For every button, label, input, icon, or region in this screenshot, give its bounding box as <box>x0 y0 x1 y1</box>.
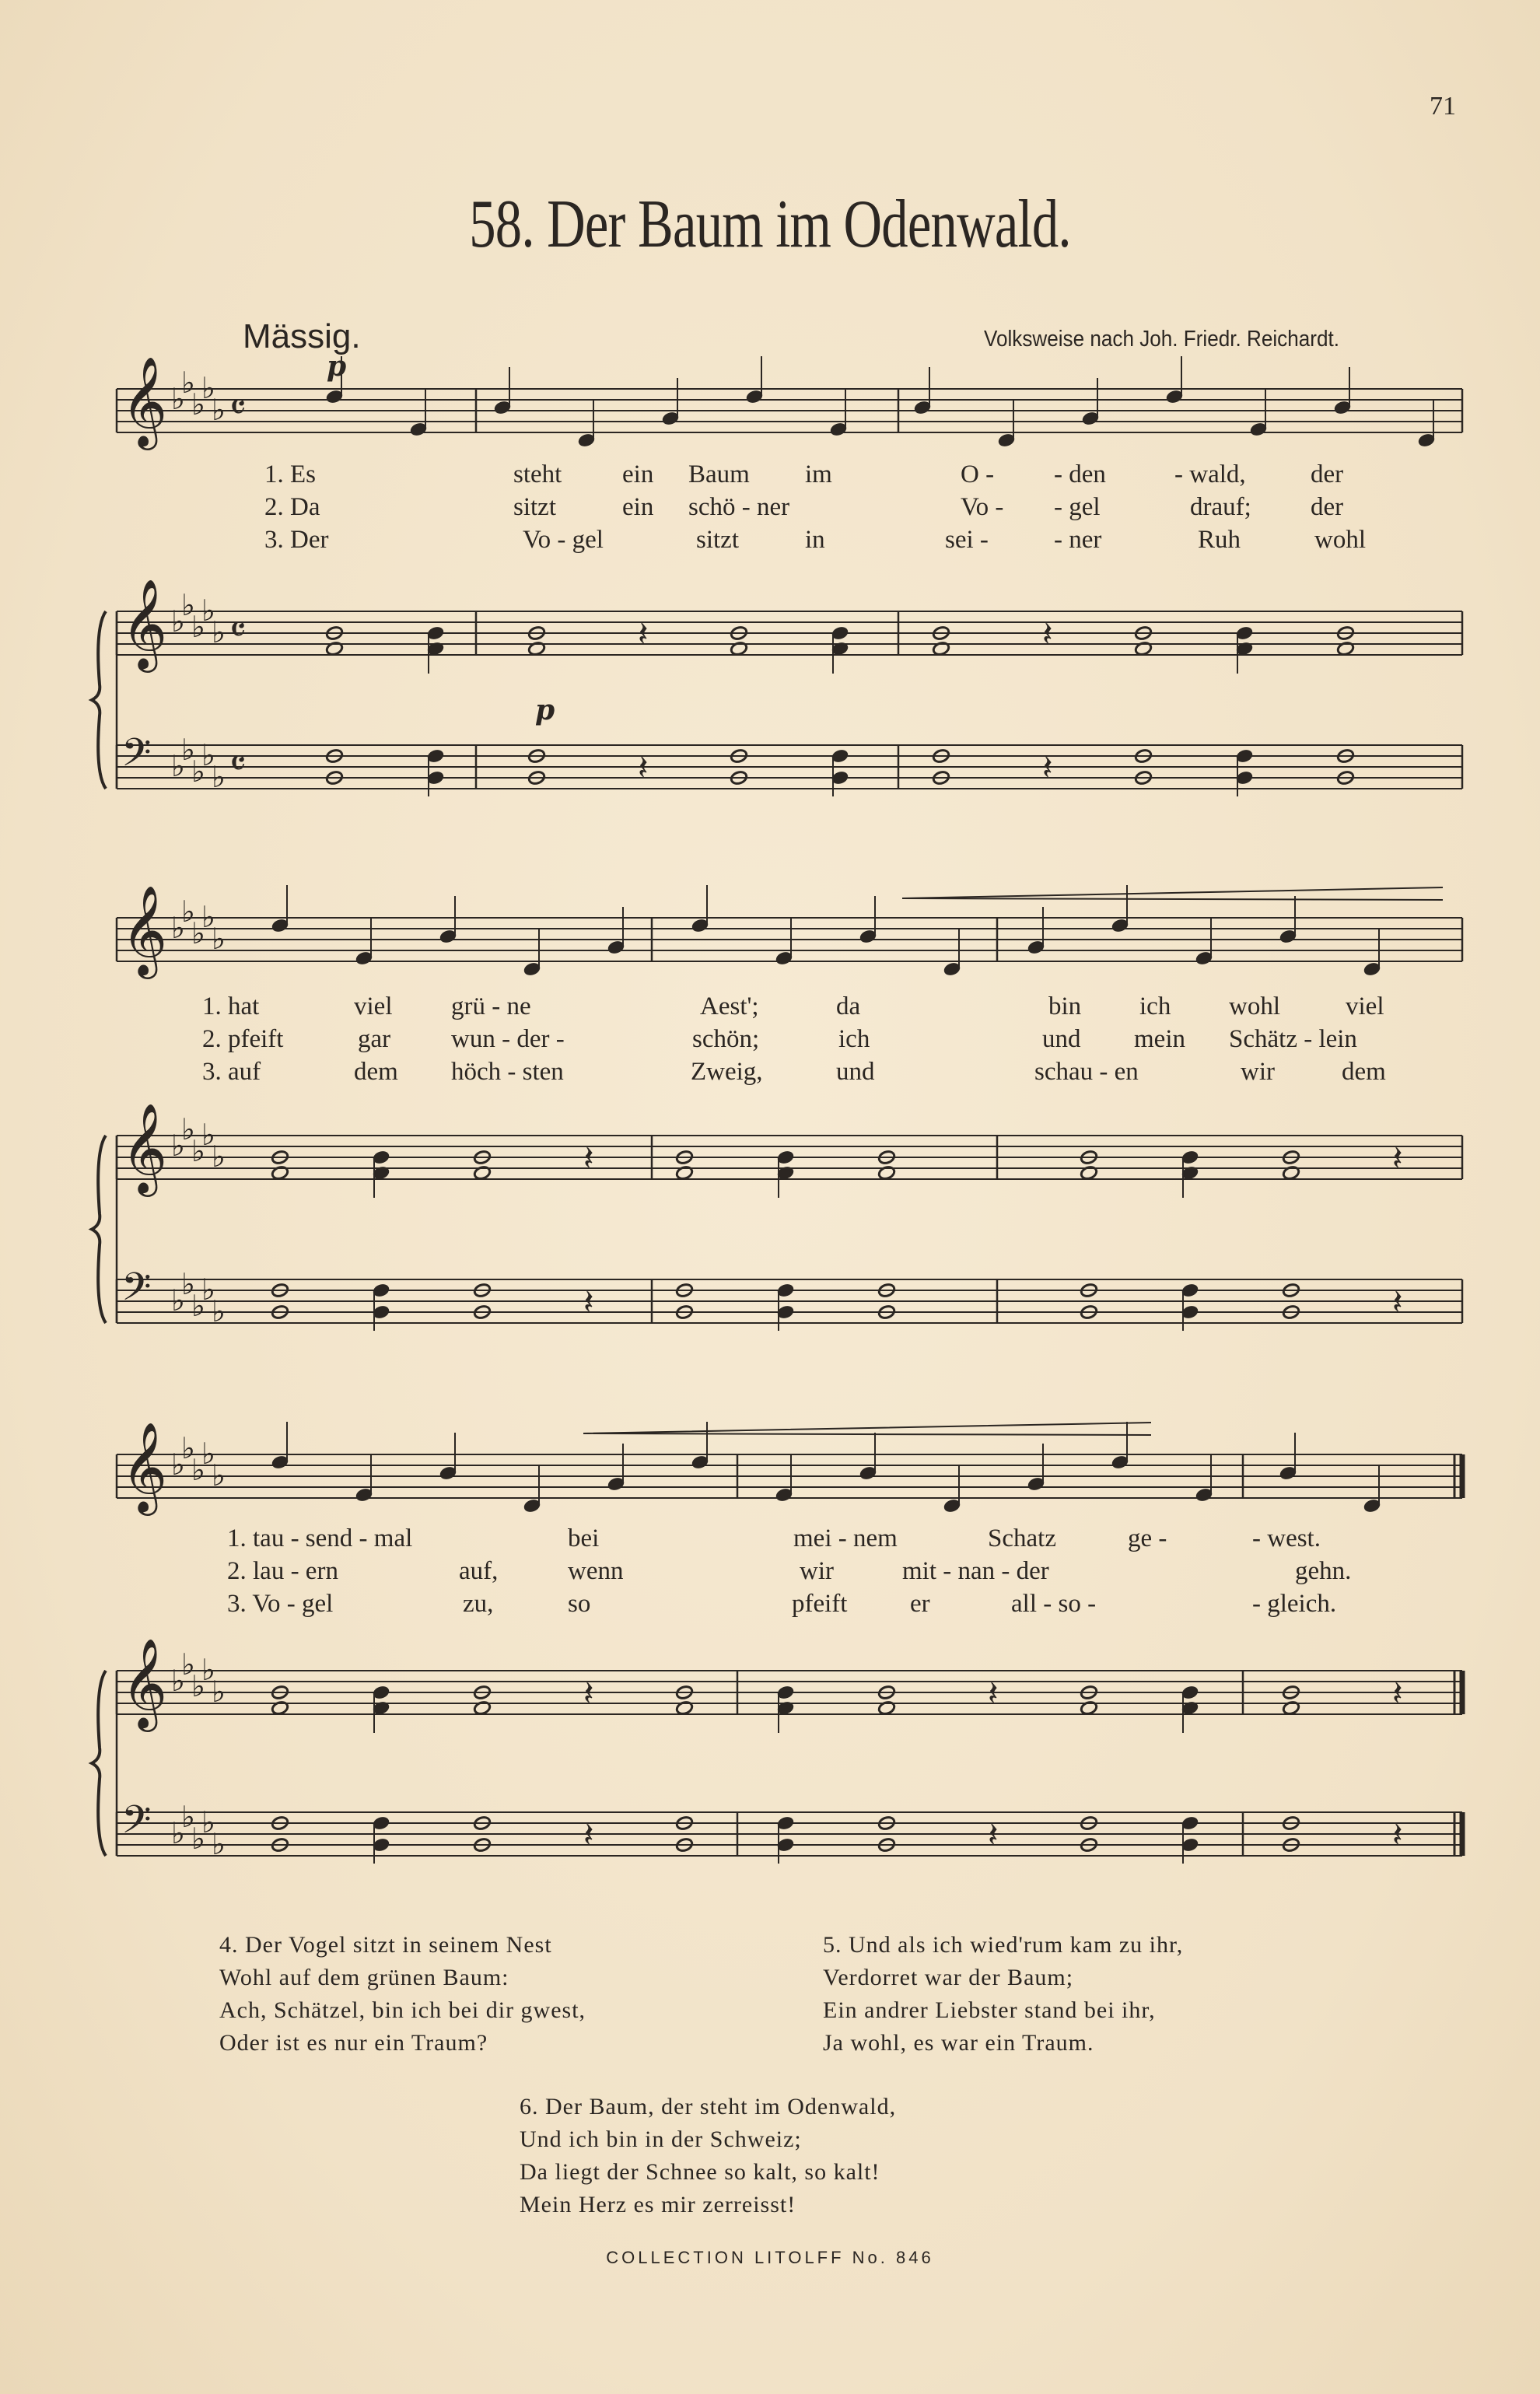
sheet-music-page: 71 58. Der Baum im Odenwald. Mässig. Volksweise nach Joh. Friedr. Reichardt. p p 𝄞 ♭ ♭ ♭ ♭ ♭ 𝄴 𝄞 ♭ ♭ ♭ ♭ ♭ 𝄴 𝄢 ♭ ♭ ♭ ♭ ♭ 𝄴 𝄽 𝄽 𝄽 𝄽 𝄞 ♭ ♭ ♭ ♭ ♭ 𝄞 ♭ ♭ ♭ ♭ ♭ 𝄢 ♭ ♭ ♭ ♭ ♭ 𝄽 𝄽 𝄽 𝄽 𝄞 ♭ ♭ ♭ ♭ ♭ 𝄞 ♭ ♭ ♭ ♭ ♭ 𝄢 ♭ ♭ ♭ ♭ ♭ 𝄽 𝄽 𝄽 𝄽 𝄽 𝄽 1. Es steht ein Baum im O - - den - wald, der 2. Da sitzt ein schö - ner Vo - - gel drauf; der 3. Der Vo - gel sitzt in sei - - ner Ruh wohl 1. hat viel grü - ne Aest'; da bin ich wohl viel 2. pfeift gar wun - der - schön; ich und mein Schätz - lein 3. auf dem höch - sten Zweig, und schau - en wir dem 1. tau - send - mal bei mei - nem Schatz ge - - west. 2. lau - ern auf, wenn wir mit - nan - der gehn. 3. Vo - gel zu, so pfeift er all - so - - gleich. 4. Der Vogel sitzt in seinem Nest Wohl auf dem grünen Baum: Ach, Schätzel, bin ich bei dir gwest, Oder ist es nur ein Traum? 5. Und als ich wied'rum kam zu ihr, Verdorret war der Baum; Ein andrer Liebster stand bei ihr, Ja wohl, es war ein Traum. 6. Der Baum, der steht im Odenwald, Und ich bin in der Schweiz; Da liegt der Schnee so kalt, so kalt! Mein Herz es mir zerreisst! COLLECTION LITOLFF No. 846 <box>0 0 1540 2394</box>
key-flat: ♭ <box>212 615 226 649</box>
key-flat: ♭ <box>201 593 215 628</box>
key-flat: ♭ <box>181 588 195 622</box>
key-flat: ♭ <box>212 760 226 794</box>
bass-clef: 𝄢 <box>121 1797 152 1852</box>
piano-brace <box>92 1671 106 1856</box>
quarter-rest: 𝄽 <box>988 1674 999 1713</box>
quarter-rest: 𝄽 <box>988 1815 999 1855</box>
key-flat: ♭ <box>212 1294 226 1328</box>
key-flat: ♭ <box>212 1827 226 1861</box>
key-flat: ♭ <box>201 1437 215 1471</box>
key-flat: ♭ <box>201 738 215 772</box>
quarter-rest: 𝄽 <box>1042 614 1053 654</box>
crescendo-hairpin <box>583 1423 1151 1435</box>
key-flat: ♭ <box>212 922 226 956</box>
key-flat: ♭ <box>201 1272 215 1307</box>
key-flat: ♭ <box>191 610 205 644</box>
dynamic-mark: p <box>535 694 555 726</box>
quarter-rest: 𝄽 <box>1392 1815 1403 1855</box>
verse-6: 6. Der Baum, der steht im Odenwald, Und ich bin in der Schweiz; Da liegt der Schnee so kalt, so kalt! Mein Herz es mir zerreisst! <box>520 2094 897 2217</box>
key-flat: ♭ <box>171 382 185 416</box>
key-flat: ♭ <box>191 1822 205 1856</box>
key-flat: ♭ <box>171 1664 185 1698</box>
key-flat: ♭ <box>171 1129 185 1163</box>
key-flat: ♭ <box>181 894 195 929</box>
key-flat: ♭ <box>191 1669 205 1703</box>
quarter-rest: 𝄽 <box>583 1283 594 1322</box>
page-number: 71 <box>1430 92 1456 121</box>
key-flat: ♭ <box>212 1675 226 1709</box>
key-flat: ♭ <box>201 371 215 405</box>
key-flat: ♭ <box>181 1647 195 1682</box>
key-flat: ♭ <box>212 393 226 427</box>
key-flat: ♭ <box>191 754 205 789</box>
key-flat: ♭ <box>191 387 205 422</box>
composer-credit: Volksweise nach Joh. Friedr. Reichardt. <box>984 327 1339 352</box>
quarter-rest: 𝄽 <box>1392 1674 1403 1713</box>
quarter-rest: 𝄽 <box>638 748 649 788</box>
tempo-marking: Mässig. <box>243 317 361 355</box>
quarter-rest: 𝄽 <box>1042 748 1053 788</box>
verse-4: 4. Der Vogel sitzt in seinem Nest Wohl auf dem grünen Baum: Ach, Schätzel, bin ich bei dir gwest, Oder ist es nur ein Traum? <box>219 1932 586 2056</box>
key-flat: ♭ <box>171 911 185 945</box>
treble-clef: 𝄞 <box>121 1637 168 1728</box>
crescendo-hairpin <box>902 887 1443 900</box>
song-title: 58. Der Baum im Odenwald. <box>469 187 1071 262</box>
key-flat: ♭ <box>201 1805 215 1839</box>
key-flat: ♭ <box>181 733 195 767</box>
key-flat: ♭ <box>181 1431 195 1465</box>
key-flat: ♭ <box>171 749 185 783</box>
key-flat: ♭ <box>191 916 205 950</box>
treble-clef: 𝄞 <box>121 1102 168 1193</box>
key-flat: ♭ <box>181 1112 195 1146</box>
key-flat: ♭ <box>181 1267 195 1301</box>
verse-5: 5. Und als ich wied'rum kam zu ihr, Verdorret war der Baum; Ein andrer Liebster stand bei ihr, Ja wohl, es war ein Traum. <box>823 1932 1184 2056</box>
key-flat: ♭ <box>191 1134 205 1168</box>
key-flat: ♭ <box>212 1139 226 1174</box>
treble-clef: 𝄞 <box>121 884 168 975</box>
piano-brace <box>92 611 106 789</box>
bass-clef: 𝄢 <box>121 1265 152 1319</box>
key-flat: ♭ <box>181 366 195 400</box>
key-flat: ♭ <box>201 1653 215 1687</box>
treble-clef: 𝄞 <box>121 578 168 669</box>
dynamic-mark: p <box>327 350 347 383</box>
treble-clef: 𝄞 <box>121 355 168 446</box>
key-flat: ♭ <box>201 900 215 934</box>
time-signature: 𝄴 <box>229 742 247 786</box>
key-flat: ♭ <box>212 1458 226 1493</box>
key-flat: ♭ <box>171 1283 185 1318</box>
key-flat: ♭ <box>191 1289 205 1323</box>
key-flat: ♭ <box>171 604 185 639</box>
key-flat: ♭ <box>181 1800 195 1834</box>
quarter-rest: 𝄽 <box>583 1139 594 1178</box>
quarter-rest: 𝄽 <box>583 1674 594 1713</box>
key-flat: ♭ <box>171 1447 185 1482</box>
treble-clef: 𝄞 <box>121 1421 168 1512</box>
publisher-footer: COLLECTION LITOLFF No. 846 <box>606 2248 934 2267</box>
key-flat: ♭ <box>191 1453 205 1487</box>
bass-clef: 𝄢 <box>121 730 152 785</box>
time-signature: 𝄴 <box>229 608 247 652</box>
time-signature: 𝄴 <box>229 386 247 429</box>
quarter-rest: 𝄽 <box>583 1815 594 1855</box>
quarter-rest: 𝄽 <box>638 614 649 654</box>
quarter-rest: 𝄽 <box>1392 1139 1403 1178</box>
quarter-rest: 𝄽 <box>1392 1283 1403 1322</box>
piano-brace <box>92 1136 106 1323</box>
key-flat: ♭ <box>201 1118 215 1152</box>
key-flat: ♭ <box>171 1816 185 1850</box>
